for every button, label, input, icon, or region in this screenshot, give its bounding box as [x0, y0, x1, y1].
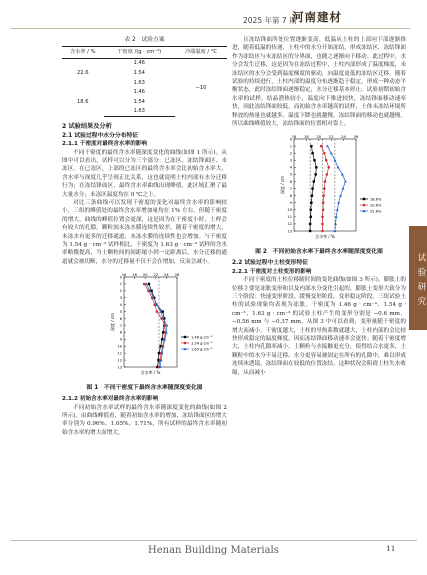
table-cell-moisture: 18.6	[76, 99, 89, 106]
x-tick-label: 22	[328, 135, 334, 140]
x-tick-label: 24	[341, 135, 346, 140]
x-tick-label: 16	[291, 135, 297, 140]
x-axis-label: 含水率 / %	[140, 370, 161, 376]
table-cell-density: 1.54	[133, 98, 145, 105]
y-tick-label: 11	[287, 215, 292, 220]
x-tick-label: 22	[153, 273, 159, 278]
figure-1-chart	[62, 271, 227, 380]
data-point	[309, 230, 311, 232]
section-side-tab: 试验研究	[409, 226, 427, 330]
data-point	[330, 152, 333, 155]
y-tick-label: 13	[117, 365, 122, 370]
data-point	[313, 159, 315, 161]
y-tick-label: 1	[289, 144, 292, 149]
y-tick-label: 3	[119, 296, 122, 301]
y-tick-label: 8	[119, 330, 122, 335]
paragraph: 对比三条曲线可以发现干密度的变化对最终含水率的影响较小，三组的峰值处的最终含水率增加量均在 1% 左右。但随干密度的增大，曲线的峰值位置会更深，这是因为在干密度小时，土样会有较大的孔隙，颗粒间未冻水膜连续性较差，随着干密度的增大，未冻水有更多的迁移通道，未冻水膜的连续性也会增加。与干密度为 1.54 g · cm⁻³ 试样相比，干密度为 1.63 g · cm⁻³ 试样的含水率略微提高，当土颗粒间的间距缩小到一定距离后，水分迁移的通道就会被切断，水分的迁移量不仅不会在增加，反而会减小。	[62, 200, 227, 265]
y-tick-label: 0	[289, 137, 292, 142]
y-tick-label: 3	[289, 158, 292, 163]
y-tick-label: 11	[117, 351, 122, 356]
data-point	[325, 159, 328, 162]
y-axis-label: 深度 / cm	[110, 313, 115, 332]
y-tick-label: 2	[289, 151, 292, 156]
y-tick-label: 12	[287, 222, 292, 227]
y-tick-label: 0	[119, 275, 122, 280]
y-tick-label: 4	[119, 303, 122, 308]
table-cell-density: 1.46	[133, 89, 145, 96]
y-tick-label: 1	[119, 282, 122, 287]
data-point	[148, 283, 150, 285]
data-point	[321, 223, 324, 226]
legend-marker	[363, 204, 366, 207]
x-tick-label: 20	[316, 135, 322, 140]
y-tick-label: 9	[119, 337, 122, 342]
paragraph: 不同干密度的最终含水率随深度变化的曲线(如图 1 所示)。从图中可以看出，试样可以分为三个部分：已冻区、冻结锋面区、未冻区。在已冻区，上部的已冻区的最终含水率会比初始含水率大，含水率与深度几乎呈现正比关系，这也就说明土柱内部有水分迁移行为；在冻结锋面区，最终含水率曲线出现峰值，此区域汇聚了最大量水分；未冻区温度均在 0 ℃之上。	[62, 149, 227, 198]
data-point	[311, 188, 313, 190]
legend-marker	[184, 342, 187, 345]
data-point	[313, 181, 315, 183]
table-row	[62, 58, 227, 68]
y-tick-label: 10	[117, 344, 122, 349]
y-tick-label: 6	[119, 317, 122, 322]
table-cell-moisture: 22.6	[76, 70, 89, 76]
y-tick-label: 8	[289, 194, 292, 199]
x-tick-label: 26	[353, 135, 359, 140]
legend-marker	[363, 198, 365, 200]
data-point	[337, 202, 340, 205]
y-tick-label: 10	[287, 208, 292, 213]
data-point	[326, 174, 329, 177]
x-tick-label: 20	[142, 273, 148, 278]
data-point	[344, 180, 347, 183]
x-axis-label: 含水率 / %	[315, 234, 335, 240]
data-point	[336, 209, 339, 212]
figure-2-caption: 图 2 不同初始含水率下最终含水率随深度变化图	[255, 248, 383, 255]
table-header-density: 干密度 /(g · cm⁻³)	[104, 47, 175, 58]
data-point	[161, 311, 163, 313]
data-point	[334, 223, 337, 226]
data-point	[156, 311, 159, 314]
data-point	[334, 159, 337, 162]
subsubsection-heading: 2.1.1 干密度对最终含水率的影响	[62, 141, 147, 148]
footer-journal-name: Henan Building Materials	[148, 545, 279, 556]
data-point	[315, 174, 317, 176]
paragraph: 不同初始含水率试样的最终含水率随深度变化的曲线(如图 2 所示)。由曲线峰值看，随着初始含水率的增加，冻结锋面区的增大率分别为 0.96%、1.05%、1.71%，所有试样的最终含水率随初始含水率的增大而增大，	[62, 404, 227, 436]
data-point	[321, 216, 324, 219]
table-header-moisture: 含水率 / %	[62, 47, 104, 58]
data-point	[320, 145, 323, 148]
legend-label: 18.6%	[370, 197, 382, 202]
header-rule	[10, 28, 410, 29]
data-point	[323, 188, 326, 191]
section-heading: 2 试验结果及分析	[62, 123, 112, 131]
x-tick-label: 18	[132, 273, 137, 278]
legend-label: 1.63 g·cm⁻³	[191, 347, 213, 352]
data-point	[322, 202, 325, 205]
y-tick-label: 12	[117, 358, 122, 363]
subsubsection-heading: 2.2.1 干密度对土柱变形的影响	[232, 268, 312, 275]
y-tick-label: 6	[289, 180, 292, 185]
subsection-heading: 2.2 试验过程中土柱变形特征	[232, 260, 309, 267]
y-tick-label: 7	[119, 324, 122, 329]
figure-1-caption: 图 1 不同干密度下最终含水率随深度变化图	[86, 384, 203, 391]
left-column	[62, 36, 227, 437]
y-tick-label: 13	[287, 229, 292, 234]
issue-label: 2025 年第 7 期	[243, 16, 297, 25]
experiment-table	[62, 46, 227, 117]
figure-2-chart	[232, 133, 406, 244]
footer-rule	[10, 540, 417, 541]
data-point	[337, 166, 340, 169]
table-cell-density: 1.54	[133, 70, 145, 76]
data-point	[321, 230, 324, 233]
x-tick-label: 16	[121, 273, 127, 278]
data-point	[309, 223, 311, 225]
y-tick-label: 2	[119, 289, 122, 294]
legend-label: 1.54 g·cm⁻³	[191, 341, 213, 346]
data-point	[310, 202, 312, 204]
y-tick-label: 5	[289, 173, 292, 178]
table-cell-density: 1.63	[104, 107, 175, 117]
page-number: 11	[386, 544, 396, 553]
y-tick-label: 4	[289, 166, 292, 171]
x-tick-label: 24	[164, 273, 169, 278]
subsection-heading: 2.1 试验过程中水分分布特征	[62, 132, 139, 139]
data-point	[339, 195, 342, 198]
data-point	[323, 152, 326, 155]
x-tick-label: 18	[304, 135, 309, 140]
data-point	[311, 152, 313, 154]
data-point	[311, 195, 313, 197]
data-point	[324, 181, 327, 184]
figure-1-svg	[62, 271, 227, 377]
paragraph: 且冻结锋面所处位置逐渐变高。低温从土柱的上部向下部逐渐推进，随着低温的传递，土柱中的水分开始冻结，形成冻结区，冻结锋面作为冻结区与未冻结区的分界面，也随之逐渐向下移动。此过程中，水分会发生迁移，这是因为在冻结过程中，土柱内部形成了温度梯度，未冻结区的水分会受到温度梯度的驱动，向温度更低的冻结区迁移。随着试验的持续进行，土柱内部的温度分布逐渐趋于稳定，形成一种动态平衡状态，此时冻结锋面逐渐稳定，水分迁移基本停止。试验初期初始含水率的试样，结晶潜热较小，温度向下推进较快，冻结锋面移动速率快，因此冻结锋面较低。而初始含水率越高的试样，土体未冻结环境所释放的热量也就越多，温度下降也就越慢，冻结锋面的移动也就越慢，所以曲线峰值较大，冻结锋面的位置相对靠上。	[232, 37, 406, 128]
y-axis-label: 深度 / cm	[280, 176, 285, 195]
data-point	[327, 166, 330, 169]
right-column	[232, 36, 406, 377]
data-point	[335, 216, 338, 219]
data-point	[322, 195, 325, 198]
figure-2-svg	[232, 133, 406, 241]
legend-label: 20.6%	[370, 203, 382, 208]
data-point	[326, 145, 329, 148]
data-point	[322, 209, 325, 212]
data-point	[310, 216, 312, 218]
table-title: 表 2 试验方案	[124, 37, 165, 43]
y-tick-label: 9	[289, 201, 292, 206]
data-point	[310, 209, 312, 211]
legend-label: 22.6%	[370, 209, 382, 214]
table-header-cold-temp: 冷端温度 / °C	[175, 47, 227, 58]
data-point	[315, 167, 317, 169]
data-point	[310, 145, 312, 147]
subsubsection-heading: 2.1.2 初始含水率对最终含水率的影响	[62, 396, 159, 403]
data-point	[342, 188, 345, 191]
legend-label: 1.46 g·cm⁻³	[191, 335, 213, 340]
table-cell-density: 1.63	[133, 79, 145, 86]
y-tick-label: 7	[289, 187, 292, 192]
paragraph: 不同干密度的土柱位移随时间的变化曲线(如图 3 所示)。膨胀土的位移主要是冻胀变形和以及内部水分变化引起的。膨胀土变形大致分为三个阶段：快速变形阶段、缓慢变形阶段、变形稳定阶段。三组试验土柱的试验现象均表现为冻胀，干密度为 1.46 g · cm⁻³、1.54 g · cm⁻³、1.63 g · cm⁻³ 的试验土柱产生的变形分别是 −0.6 mm、−0.56 mm 与 −0.37 mm。从图 3 中可以看到，变形量随干密度的增大而减小。干密度越大，土柱的导热系数就越大，土柱内部的会比较快形成稳定的温度梯度，因而冻结锋面移动速率会更快；随着干密度增大，土柱内孔隙率减小，土颗粒与水接触更充分，使得结合水更多，土颗粒中的水分不易迁移，水分更容易被固定在所有的孔隙中，难以形成连续冰透镜，冻结锋面在较低的位置冻结。这种状况会阻碍土柱失水收缩，从而减小	[232, 277, 406, 376]
journal-brand: 河南建材	[292, 10, 342, 24]
page-header	[0, 6, 427, 32]
table-cell-density: 1.46	[133, 60, 145, 67]
y-tick-label: 5	[119, 310, 122, 315]
legend-marker	[184, 336, 186, 338]
x-tick-label: 26	[174, 273, 180, 278]
table-cell-cold-temp: −10	[195, 84, 207, 91]
